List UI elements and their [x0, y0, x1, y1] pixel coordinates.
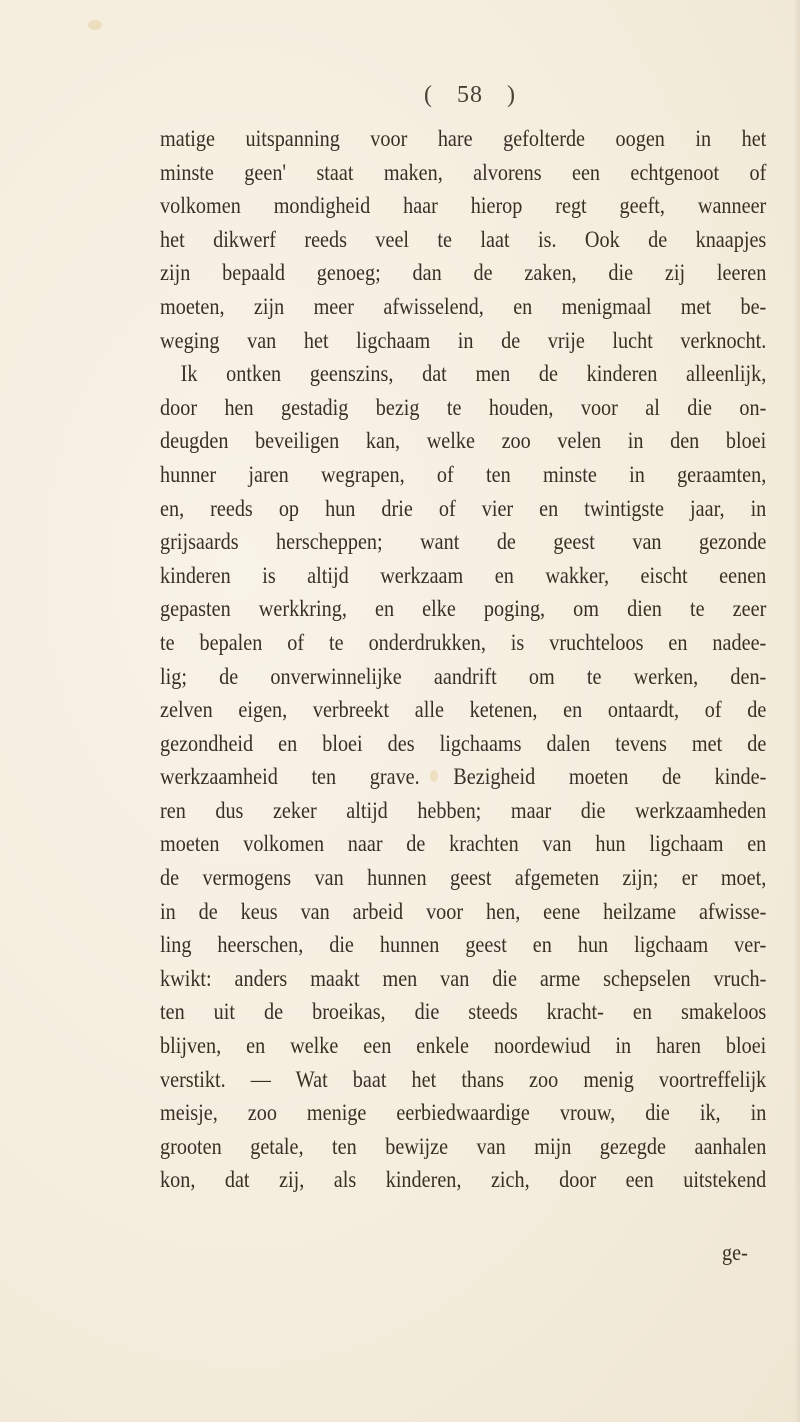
text-line: blijven, en welke een enkele noordewiud in haren bloei	[160, 1033, 767, 1060]
text-line: werkzaamheid ten grave. Bezigheid moeten de kinde-	[160, 764, 767, 791]
body-text	[160, 123, 766, 1198]
text-line: ling heerschen, die hunnen geest en hun ligchaam ver-	[160, 932, 767, 959]
paper-stain	[88, 20, 102, 30]
text-line: ten uit de broeikas, die steeds kracht- en smakeloos	[160, 999, 767, 1026]
text-line: en, reeds op hun drie of vier en twintigste jaar, in	[160, 495, 767, 522]
text-line: kinderen is altijd werkzaam en wakker, eischt eenen	[160, 562, 767, 589]
text-line: hunner jaren wegrapen, of ten minste in geraamten,	[160, 461, 767, 488]
page-number-close: )	[507, 82, 516, 108]
page-number-value: 58	[457, 82, 483, 108]
text-line: door hen gestadig bezig te houden, voor al die on-	[160, 394, 767, 421]
text-line: het dikwerf reeds veel te laat is. Ook de knaapjes	[160, 226, 767, 253]
text-line: in de keus van arbeid voor hen, eene heilzame afwisse-	[160, 898, 767, 925]
text-line: moeten, zijn meer afwisselend, en menigmaal met be-	[160, 293, 767, 320]
text-line: grijsaards herscheppen; want de geest van gezonde	[160, 529, 767, 556]
text-line: ren dus zeker altijd hebben; maar die werkzaamheden	[160, 797, 767, 824]
text-line: minste geen' staat maken, alvorens een echtgenoot of	[160, 159, 767, 186]
page-number	[380, 82, 560, 109]
page-edge	[794, 0, 800, 1422]
text-line: zelven eigen, verbreekt alle ketenen, en ontaardt, of de	[160, 697, 767, 724]
text-line: kon, dat zij, als kinderen, zich, door een uitstekend	[160, 1167, 767, 1194]
text-line: weging van het ligchaam in de vrije lucht verknocht.	[160, 327, 767, 354]
text-line: grooten getale, ten bewijze van mijn gezegde aanhalen	[160, 1133, 767, 1160]
text-line: meisje, zoo menige eerbiedwaardige vrouw, die ik, in	[160, 1100, 767, 1127]
text-line: lig; de onverwinnelijke aandrift om te werken, den-	[160, 663, 767, 690]
text-line: moeten volkomen naar de krachten van hun ligchaam en	[160, 831, 767, 858]
text-line: matige uitspanning voor hare gefolterde oogen in het	[160, 126, 767, 152]
text-line: de vermogens van hunnen geest afgemeten zijn; er moet,	[160, 865, 767, 892]
text-line: te bepalen of te onderdrukken, is vruchteloos en nadee-	[160, 629, 767, 656]
text-line: volkomen mondigheid haar hierop regt geeft, wanneer	[160, 193, 767, 220]
text-line: gezondheid en bloei des ligchaams dalen tevens met de	[160, 730, 767, 757]
catchword: ge-	[722, 1240, 748, 1266]
page-number-open: (	[424, 82, 433, 108]
paragraph-start-line: Ik ontken geenszins, dat men de kinderen alleenlijk,	[180, 361, 767, 388]
text-line: kwikt: anders maakt men van die arme schepselen vruch-	[160, 965, 767, 992]
text-line: zijn bepaald genoeg; dan de zaken, die zij leeren	[160, 260, 767, 287]
text-line: gepasten werkkring, en elke poging, om dien te zeer	[160, 596, 767, 623]
text-line: verstikt. — Wat baat het thans zoo menig voortreffelijk	[160, 1066, 767, 1093]
text-line: deugden beveiligen kan, welke zoo velen in den bloei	[160, 428, 767, 455]
